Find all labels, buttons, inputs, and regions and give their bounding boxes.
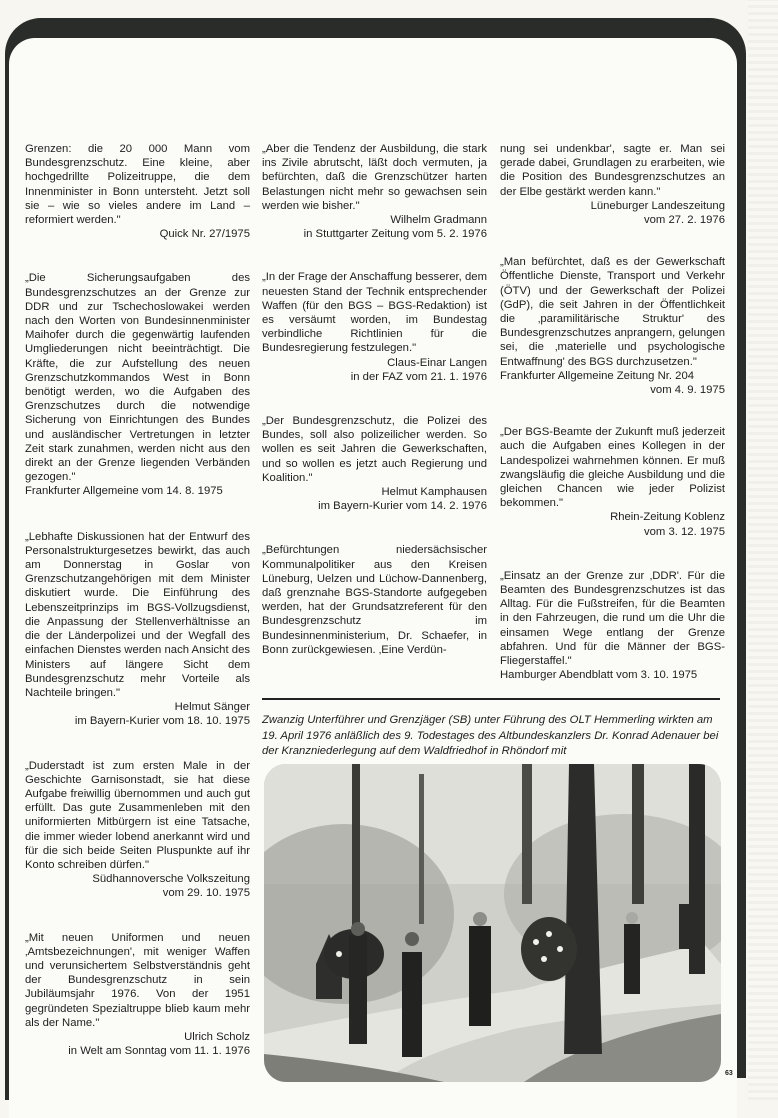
photo-caption: Zwanzig Unterführer und Grenzjäger (SB) unter Führung des OLT Hemmerling wirkten am 19. April 1976 anläßlich des 9. Todestages des Altbundeskanzlers Dr. Konrad Adenauer bei der Kranzniederlegung auf dem Waldfriedhof in Rhöndorf mit <box>262 714 719 757</box>
press-quote <box>500 255 725 397</box>
page-edge-scan <box>748 0 778 1100</box>
press-quote <box>25 931 250 1059</box>
quote-text: „Lebhafte Diskussionen hat der Entwurf des Personalstrukturgesetzes bewirkt, das auch am Donnerstag in Goslar von Grenzschutzangehörigen mit dem Minister diskutiert wurde. Die Einführung des Lebenszeitprinzips im BGS-Vollzugsdienst, die Anpassung der Stellenverhältnisse an die der Länderpolizei und der Wegfall des einfachen Dienstes werden nach Ansicht des Ministers auf längere Sicht dem Bundesgrenzschutz mehr Vorteile als Nachteile bringen." <box>25 530 250 699</box>
press-quote <box>25 530 250 729</box>
quote-author: Südhannoversche Volkszeitung <box>92 873 250 886</box>
photo-wreath-laying-ceremony <box>264 764 721 1082</box>
quote-text: „Duderstadt ist zum ersten Male in der Geschichte Garnisonstadt, sie hat diese Aufgabe freiwillig übernommen und auch gut erfüllt. Das gute Zusammenleben mit den uniformierten Mitbürgern ist eine Tatsache, die immer wieder lobend anerkannt wird und für die sich beide Seiten Pluspunkte auf ihr Konto schreiben dürfen." <box>25 759 250 871</box>
column-2 <box>262 142 487 684</box>
quote-text: „Man befürchtet, daß es der Gewerkschaft Öffentliche Dienste, Transport und Verkehr (ÖTV) und der Gewerkschaft der Polizei (GdP), die seit Jahren in der Öffentlichkeit die ‚paramilitärische Struktur' des Bundesgrenzschutzes anprangern, gelungen sei, die ‚materielle und psychologische Entwaffnung' des BGS durchzusetzen." <box>500 256 725 368</box>
quote-author: Wilhelm Gradmann <box>390 214 487 227</box>
press-quote <box>262 142 487 241</box>
quote-source: Quick Nr. 27/1975 <box>159 228 250 241</box>
quote-author: Ulrich Scholz <box>184 1030 250 1043</box>
quote-text: nung sei undenkbar', sagte er. Man sei gerade dabei, Grundlagen zu erarbeiten, wie die Position des Bundesgrenzschutzes an der Elbe gestärkt werden kann." <box>500 143 725 198</box>
press-quote <box>25 271 250 498</box>
quote-author: Helmut Kamphausen <box>381 486 487 499</box>
quote-text: „Die Sicherungsaufgaben des Bundesgrenzschutzes an der Grenze zur DDR und zur Tschechoslowakei werden nach den Worten von Bundesinnenminister Maihofer durch die gegenwärtig laufenden Umgliederungen nicht beeinträchtigt. Die Kräfte, die zur Aufstellung des neuen Grenzschutzkommandos West in Bonn benötigt werden, wo die Aufgaben des Grenzschutzes durch die notwendige Sicherung von Einrichtungen des Bundes und ausländischer Vertretungen in letzter Zeit stark zunahmen, werden nicht aus den direkt an der Grenze liegenden Verbänden gezogen." <box>25 272 250 484</box>
forest-cemetery-photo-icon <box>264 764 721 1082</box>
quote-text: „Einsatz an der Grenze zur ‚DDR'. Für die Beamten des Bundesgrenzschutzes ist das Alltag. Für die Fußstreifen, für die Beamten in den Fahrzeugen, die rund um die Uhr die einsamen Wege entlang der Grenze abfahren. Und für die Männer der BGS-Fliegerstaffel." <box>500 569 725 668</box>
press-quote <box>25 142 250 241</box>
column-1 <box>25 142 250 1085</box>
quote-text: „Der Bundesgrenzschutz, die Polizei des Bundes, soll also polizeilicher werden. So wollen es seit Jahren die Gewerkschaften, und so wollen es jetzt auch Regierung und Koalition." <box>262 415 487 484</box>
column-3 <box>500 142 725 710</box>
quote-author: Lüneburger Landeszeitung <box>590 199 725 212</box>
page-number: 63 <box>725 1070 733 1077</box>
quote-source: vom 3. 12. 1975 <box>643 525 725 538</box>
quote-text: „In der Frage der Anschaffung besserer, dem neuesten Stand der Technik entsprechender Waffen (für den BGS – BGS-Redaktion) ist es versäumt worden, im Bundestag verbindliche Richtlinien für die Bundesregierung festzulegen." <box>262 271 487 355</box>
quote-source: in Welt am Sonntag vom 11. 1. 1976 <box>68 1045 250 1058</box>
press-quote <box>25 759 250 901</box>
quote-source: in Stuttgarter Zeitung vom 5. 2. 1976 <box>303 228 487 241</box>
quote-source: vom 4. 9. 1975 <box>650 384 725 397</box>
press-quote <box>262 414 487 513</box>
quote-source: vom 29. 10. 1975 <box>162 887 250 900</box>
press-quote-continued <box>262 543 487 657</box>
press-quote <box>262 270 487 384</box>
quote-source: in der FAZ vom 21. 1. 1976 <box>350 370 487 383</box>
page-frame-right-border <box>743 60 746 1072</box>
quote-text: „Befürchtungen niedersächsischer Kommunalpolitiker aus den Kreisen Lüneburg, Uelzen und Lüchow-Dannenberg, daß grenznahe BGS-Standorte aufgegeben werden, hat der Grundsatzreferent für den Bundesgrenzschutz im Bundesinnenministerium, Dr. Schaefer, in Bonn zurückgewiesen. ‚Eine Verdün- <box>262 544 487 656</box>
caption-divider <box>262 698 720 700</box>
quote-source: Frankfurter Allgemeine vom 14. 8. 1975 <box>25 485 223 498</box>
quote-text: „Mit neuen Uniformen und neuen ‚Amtsbezeichnungen', mit weniger Waffen und verunsichertem Selbstverständnis geht der Bundesgrenzschutz in sein Jubiläumsjahr 1976. Von der 1951 gegründeten Spezialtruppe blieb kaum mehr als der Name." <box>25 931 250 1029</box>
quote-source: im Bayern-Kurier vom 14. 2. 1976 <box>318 500 487 513</box>
quote-author: Rhein-Zeitung Koblenz <box>610 511 725 524</box>
quote-text: „Aber die Tendenz der Ausbildung, die stark ins Zivile abrutscht, läßt doch vermuten, ja befürchten, daß die Grenzschützer harten Belastungen nicht mehr so gewachsen sein werden wie bisher." <box>262 143 487 212</box>
press-quote <box>500 142 725 227</box>
quote-source: im Bayern-Kurier vom 18. 10. 1975 <box>74 715 250 728</box>
quote-author: Frankfurter Allgemeine Zeitung Nr. 204 <box>500 369 695 382</box>
quote-source: Hamburger Abendblatt vom 3. 10. 1975 <box>500 669 698 682</box>
quote-text: Grenzen: die 20 000 Mann vom Bundesgrenzschutz. Eine kleine, aber hochgedrillte Polizeitruppe, die dem Innenminister in Bonn untersteht. Jetzt soll sie – wie so vieles andere im Land – reformiert werden." <box>25 143 250 227</box>
quote-text: „Der BGS-Beamte der Zukunft muß jederzeit auch die Aufgaben eines Kollegen in der Landespolizei wahrnehmen können. Er muß zwangsläufig die gleiche Ausbildung und die gleichen Chancen wie jeder Polizist bekommen." <box>500 426 725 510</box>
quote-author: Helmut Sänger <box>174 701 250 714</box>
quote-source: vom 27. 2. 1976 <box>643 214 725 227</box>
page-frame-left-border <box>5 60 9 1100</box>
press-quote <box>500 425 725 539</box>
quote-author: Claus-Einar Langen <box>387 356 487 369</box>
press-quote <box>500 569 725 683</box>
